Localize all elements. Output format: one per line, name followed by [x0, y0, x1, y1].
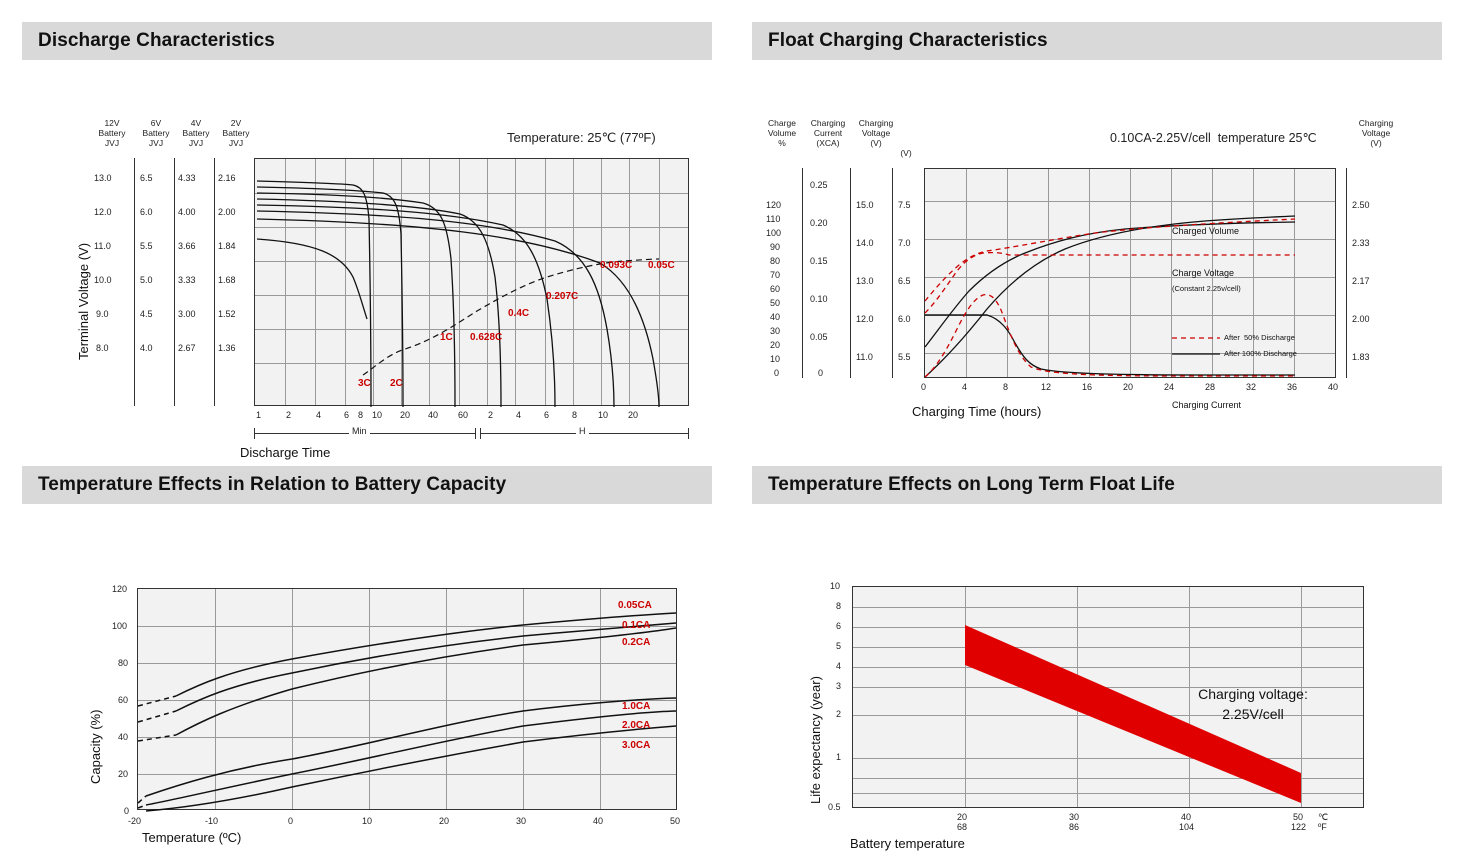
curve-label-0093c: 0.093C	[600, 260, 633, 271]
fx-12: 12	[1041, 382, 1052, 392]
panel-discharge	[22, 22, 712, 460]
dx-0: 1	[256, 410, 262, 420]
fv-70: 70	[770, 270, 781, 280]
dx-11: 6	[544, 410, 550, 420]
fl-x-c-20: 20	[957, 812, 968, 822]
panel-tempcap-title: Temperature Effects in Relation to Battery Capacity	[22, 466, 712, 504]
tick-4v-0: 4.33	[178, 173, 196, 183]
tc-x-30: 30	[516, 816, 527, 826]
discharge-xlabel: Discharge Time	[240, 445, 331, 460]
dx-10: 4	[516, 410, 522, 420]
fl-x-c-40: 40	[1181, 812, 1192, 822]
float-divider-1	[802, 168, 803, 378]
tc-x-40: 40	[593, 816, 604, 826]
fl-x-unit-c: ℃	[1318, 812, 1329, 822]
curve-label-04c: 0.4C	[508, 308, 530, 319]
tc-x-10: 10	[362, 816, 373, 826]
tc-x--20: -20	[128, 816, 142, 826]
tc-y-20: 20	[118, 769, 129, 779]
axis-header-charging-voltage: Charging Voltage (V)	[858, 118, 894, 148]
fvolt-140: 14.0	[856, 238, 874, 248]
dx-9: 2	[488, 410, 494, 420]
bracket-h-label: H	[576, 426, 589, 436]
tick-4v-1: 4.00	[178, 207, 196, 217]
fv-90: 90	[770, 242, 781, 252]
legend-after-50: After 50% Discharge	[1224, 333, 1295, 342]
panel-float-title: Float Charging Characteristics	[752, 22, 1442, 60]
dx-1: 2	[286, 410, 292, 420]
curve-label-0207c: 0.207C	[546, 291, 579, 302]
tick-2v-2: 1.84	[218, 241, 236, 251]
bracket-h	[480, 428, 689, 440]
fl-x-unit-f: ºF	[1318, 822, 1327, 832]
dx-3: 6	[344, 410, 350, 420]
fx-4: 4	[962, 382, 968, 392]
fv-80: 80	[770, 256, 781, 266]
fx-24: 24	[1164, 382, 1175, 392]
tick-4v-5: 2.67	[178, 343, 196, 353]
tc-x-20: 20	[439, 816, 450, 826]
bracket-min-label: Min	[349, 426, 370, 436]
fl-y-05: 0.5	[828, 802, 841, 812]
tick-2v-0: 2.16	[218, 173, 236, 183]
fx-20: 20	[1123, 382, 1134, 392]
panel-floatlife-title: Temperature Effects on Long Term Float Life	[752, 466, 1442, 504]
fl-y-6: 6	[836, 621, 842, 631]
dx-2: 4	[316, 410, 322, 420]
series-label-01ca: 0.1CA	[622, 620, 651, 631]
fx-36: 36	[1287, 382, 1298, 392]
series-label-02ca: 0.2CA	[622, 637, 651, 648]
dx-8: 60	[458, 410, 469, 420]
floatlife-ylabel: Life expectancy (year)	[808, 676, 823, 804]
tick-4v-2: 3.66	[178, 241, 196, 251]
fl-x-f-122: 122	[1291, 822, 1307, 832]
float-curves	[925, 169, 1337, 379]
panel-float-body	[752, 60, 1442, 442]
series-label-10ca: 1.0CA	[622, 701, 651, 712]
fl-y-10: 10	[830, 581, 841, 591]
dx-7: 40	[428, 410, 439, 420]
axis-header-charge-volume: Charge Volume %	[767, 118, 797, 148]
fvolt-110: 11.0	[856, 352, 873, 362]
label-charged-volume: Charged Volume	[1172, 226, 1240, 236]
fl-y-3: 3	[836, 681, 842, 691]
fv-110: 110	[766, 214, 781, 224]
tempcap-plot	[137, 588, 677, 810]
tick-6v-0: 6.5	[140, 173, 153, 183]
tick-4v-3: 3.33	[178, 275, 196, 285]
fc-010: 0.10	[810, 294, 828, 304]
series-label-20ca: 2.0CA	[622, 720, 651, 731]
fx-16: 16	[1082, 382, 1093, 392]
tc-y-100: 100	[112, 621, 128, 631]
dx-13: 10	[598, 410, 609, 420]
curve-label-2c: 2C	[390, 378, 403, 389]
series-label-30ca: 3.0CA	[622, 740, 651, 751]
scale-divider-3	[214, 158, 215, 406]
frv-250: 2.50	[1352, 200, 1370, 210]
curve-label-3c: 3C	[358, 378, 371, 389]
floatlife-note: Charging voltage: 2.25V/cell	[1198, 686, 1308, 722]
fvolt6-55: 5.5	[898, 352, 911, 362]
label-constant-cell: (Constant 2.25v/cell)	[1172, 284, 1241, 293]
scale-header-2v: 2V Battery JVJ	[222, 118, 250, 148]
fl-y-4: 4	[836, 661, 842, 671]
fx-28: 28	[1205, 382, 1216, 392]
bracket-min	[254, 428, 476, 440]
discharge-plot	[254, 158, 689, 406]
fv-0: 0	[774, 368, 780, 378]
legend-after-100: After 100% Discharge	[1224, 349, 1297, 358]
tick-6v-1: 6.0	[140, 207, 153, 217]
tick-6v-5: 4.0	[140, 343, 153, 353]
tc-x-50: 50	[670, 816, 681, 826]
fvolt6-60: 6.0	[898, 314, 911, 324]
float-divider-2	[850, 168, 851, 378]
fc-005: 0.05	[810, 332, 828, 342]
scale-divider-1	[134, 158, 135, 406]
fl-x-f-68: 68	[957, 822, 968, 832]
frv-233: 2.33	[1352, 238, 1370, 248]
fx-0: 0	[921, 382, 927, 392]
fvolt6-70: 7.0	[898, 238, 911, 248]
tick-12v-4: 9.0	[96, 309, 109, 319]
fv-30: 30	[770, 326, 781, 336]
fv-120: 120	[766, 200, 782, 210]
fl-y-8: 8	[836, 601, 842, 611]
panel-discharge-body	[22, 60, 712, 460]
tc-y-0: 0	[124, 806, 130, 816]
scale-divider-2	[174, 158, 175, 406]
dx-5: 10	[372, 410, 383, 420]
fc-025: 0.25	[810, 180, 828, 190]
tick-6v-3: 5.0	[140, 275, 153, 285]
curve-label-1c: 1C	[440, 332, 453, 343]
frv-183: 1.83	[1352, 352, 1370, 362]
tick-6v-2: 5.5	[140, 241, 153, 251]
fl-y-1: 1	[836, 752, 842, 762]
fvolt-150: 15.0	[856, 200, 874, 210]
tick-2v-4: 1.52	[218, 309, 236, 319]
curve-label-0628c: 0.628C	[470, 332, 503, 343]
axis-header-charging-current: Charging Current (XCA)	[810, 118, 846, 148]
panel-float-charging	[752, 22, 1442, 442]
float-plot	[924, 168, 1336, 378]
discharge-ylabel: Terminal Voltage (V)	[76, 242, 91, 360]
tc-y-80: 80	[118, 658, 129, 668]
frv-217: 2.17	[1352, 276, 1370, 286]
tick-12v-5: 8.0	[96, 343, 109, 353]
tick-12v-1: 12.0	[94, 207, 112, 217]
fc-015: 0.15	[810, 256, 828, 266]
fx-8: 8	[1003, 382, 1009, 392]
fv-100: 100	[766, 228, 782, 238]
float-divider-right	[1346, 168, 1347, 378]
tc-y-40: 40	[118, 732, 129, 742]
fl-y-2: 2	[836, 709, 842, 719]
tick-2v-5: 1.36	[218, 343, 236, 353]
fv-10: 10	[770, 354, 781, 364]
fv-40: 40	[770, 312, 781, 322]
discharge-annotation: Temperature: 25℃ (77ºF)	[507, 130, 656, 145]
fl-x-c-30: 30	[1069, 812, 1080, 822]
dx-12: 8	[572, 410, 578, 420]
fx-32: 32	[1246, 382, 1257, 392]
axis-header-v: (V)	[900, 148, 912, 158]
fvolt6-75: 7.5	[898, 200, 911, 210]
dx-4: 8	[358, 410, 364, 420]
frv-200: 2.00	[1352, 314, 1370, 324]
tc-x--10: -10	[205, 816, 219, 826]
tick-12v-2: 11.0	[94, 241, 111, 251]
fv-60: 60	[770, 284, 781, 294]
curve-label-005c: 0.05C	[648, 260, 675, 271]
fvolt6-65: 6.5	[898, 276, 911, 286]
tick-12v-0: 13.0	[94, 173, 112, 183]
label-charge-voltage: Charge Voltage	[1172, 268, 1235, 278]
label-charging-current: Charging Current	[1172, 400, 1242, 410]
fv-50: 50	[770, 298, 781, 308]
dx-6: 20	[400, 410, 411, 420]
tick-2v-3: 1.68	[218, 275, 236, 285]
tick-4v-4: 3.00	[178, 309, 196, 319]
dx-14: 20	[628, 410, 639, 420]
panel-float-life	[752, 466, 1442, 851]
fc-020: 0.20	[810, 218, 828, 228]
axis-header-right-charging-voltage: Charging Voltage (V)	[1358, 118, 1394, 148]
scale-header-4v: 4V Battery JVJ	[182, 118, 210, 148]
series-label-005ca: 0.05CA	[618, 600, 652, 611]
fl-x-f-86: 86	[1069, 822, 1080, 832]
tempcap-curves	[138, 589, 678, 811]
fvolt-120: 12.0	[856, 314, 874, 324]
panel-floatlife-body	[752, 504, 1442, 851]
panel-temp-capacity	[22, 466, 712, 845]
tc-y-120: 120	[112, 584, 128, 594]
floatlife-xlabel: Battery temperature	[850, 836, 965, 851]
panel-tempcap-body	[22, 504, 712, 845]
fl-x-c-50: 50	[1293, 812, 1304, 822]
tempcap-ylabel: Capacity (%)	[88, 709, 103, 784]
fc-0: 0	[818, 368, 824, 378]
discharge-curves	[255, 159, 690, 407]
float-divider-3	[892, 168, 893, 378]
tc-y-60: 60	[118, 695, 129, 705]
tick-2v-1: 2.00	[218, 207, 236, 217]
float-xlabel: Charging Time (hours)	[912, 404, 1042, 419]
fv-20: 20	[770, 340, 781, 350]
fvolt-130: 13.0	[856, 276, 874, 286]
float-annotation: 0.10CA-2.25V/cell temperature 25℃	[1110, 131, 1317, 145]
tc-x-0: 0	[288, 816, 294, 826]
tick-6v-4: 4.5	[140, 309, 153, 319]
scale-header-12v: 12V Battery JVJ	[98, 118, 126, 148]
fx-40: 40	[1328, 382, 1339, 392]
scale-header-6v: 6V Battery JVJ	[142, 118, 170, 148]
tempcap-xlabel: Temperature (ºC)	[142, 830, 242, 845]
panel-discharge-title: Discharge Characteristics	[22, 22, 712, 60]
tick-12v-3: 10.0	[94, 275, 112, 285]
fl-x-f-104: 104	[1179, 822, 1195, 832]
fl-y-5: 5	[836, 641, 842, 651]
